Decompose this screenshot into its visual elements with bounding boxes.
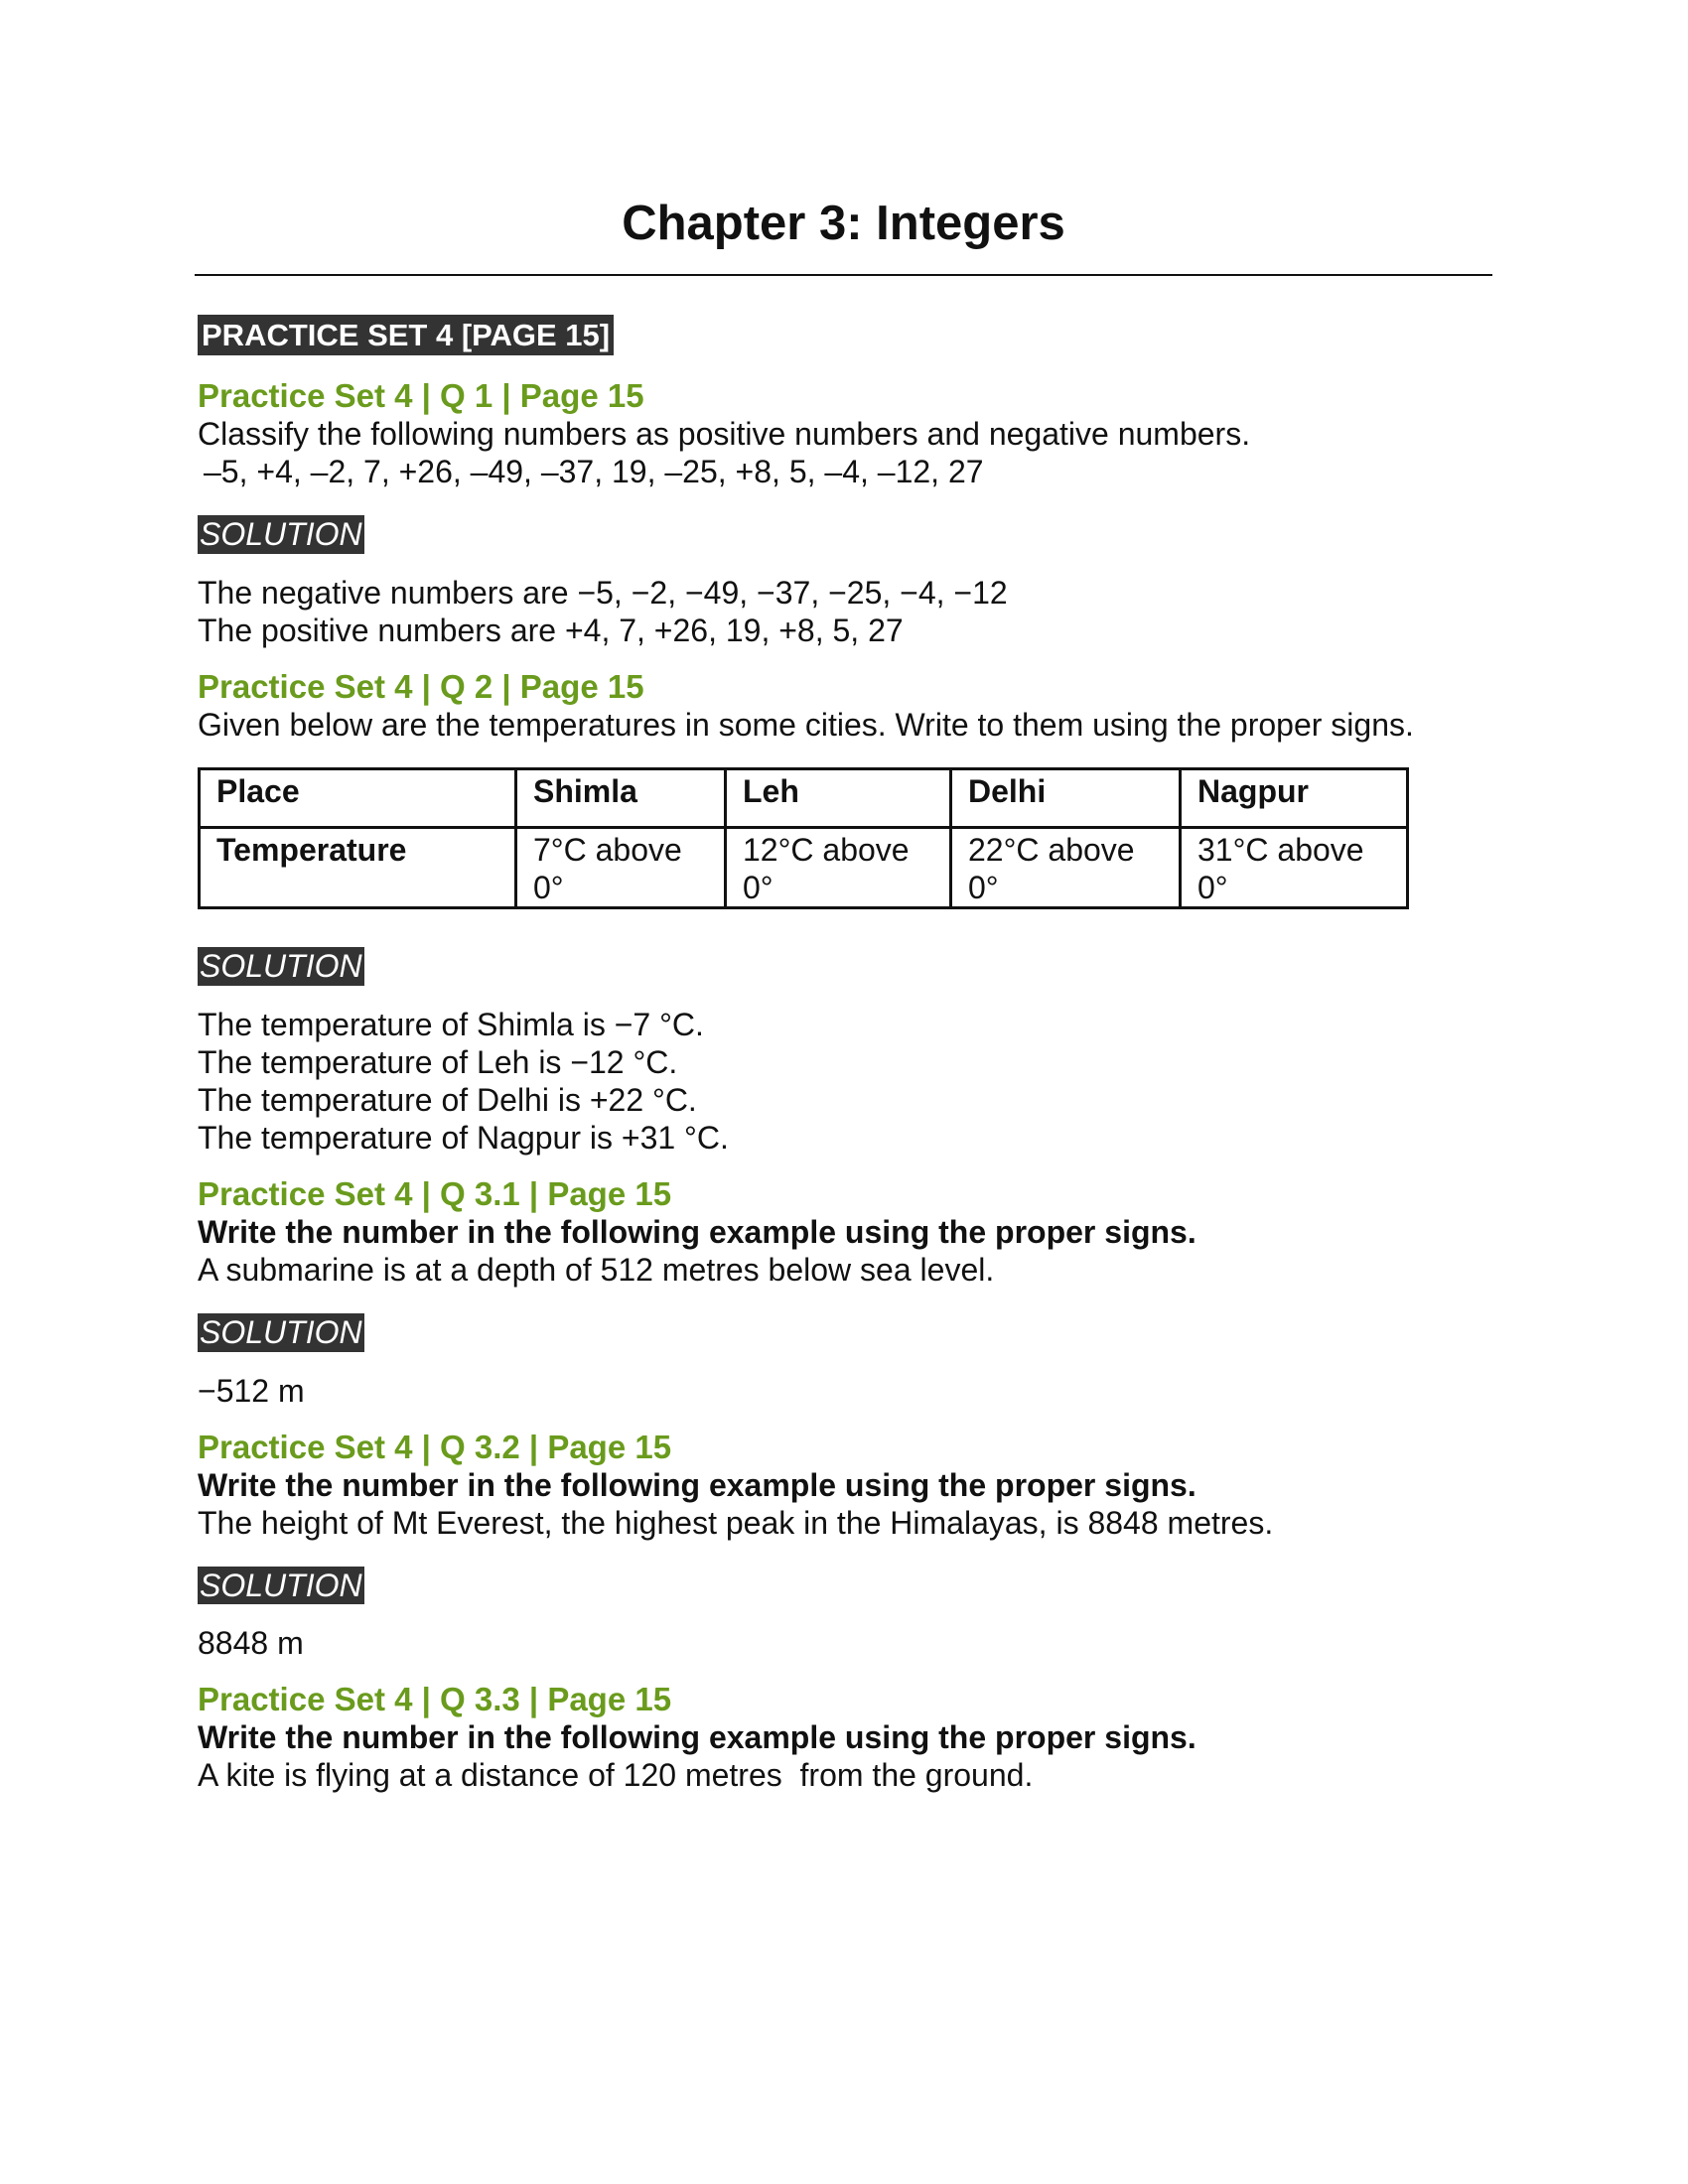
question-heading: Practice Set 4 | Q 1 | Page 15 [198,377,644,415]
question-numbers: –5, +4, –2, 7, +26, –49, –37, 19, –25, +8, 5, –4, –12, 27 [204,454,984,490]
temperature-table [198,767,1409,909]
table-row [200,827,1408,907]
table-header-cell: Delhi [951,768,1181,827]
solution-line: The temperature of Shimla is −7 °C. [198,1006,704,1042]
practice-set-header: PRACTICE SET 4 [PAGE 15] [198,315,614,355]
solution-line: The negative numbers are −5, −2, −49, −37, −25, −4, −12 [198,574,1008,611]
question-3-3 [198,1680,1508,1794]
solution-line: The temperature of Leh is −12 °C. [198,1043,678,1080]
question-text: Classify the following numbers as positive numbers and negative numbers. [198,416,1251,453]
question-1 [198,376,1508,490]
table-header-cell: Shimla [516,768,726,827]
question-3-2 [198,1428,1508,1542]
solution-3-2 [198,1567,1508,1663]
question-2 [198,667,1508,909]
question-instruction: Write the number in the following example using the proper signs. [198,1466,1196,1503]
solution-label: SOLUTION [200,1567,362,1603]
question-heading: Practice Set 4 | Q 3.1 | Page 15 [198,1174,672,1212]
question-text: A kite is flying at a distance of 120 metres from the ground. [198,1757,1034,1794]
question-text: Given below are the temperatures in some cities. Write to them using the proper signs. [198,706,1414,743]
solution-line: 8848 m [198,1625,304,1662]
question-heading: Practice Set 4 | Q 2 | Page 15 [198,667,644,705]
solution-line: The positive numbers are +4, 7, +26, 19, +8, 5, 27 [198,612,904,648]
question-text: The height of Mt Everest, the highest peak in the Himalayas, is 8848 metres. [198,1504,1274,1541]
table-header-cell: Place [200,768,516,827]
solution-label: SOLUTION [200,1313,362,1350]
solution-2 [198,947,1508,1157]
page-content [198,315,1508,1794]
table-cell: 7°C above 0° [516,827,726,907]
table-cell: 12°C above 0° [726,827,951,907]
title-divider [195,274,1492,276]
table-cell: 22°C above 0° [951,827,1181,907]
table-header-cell: Nagpur [1181,768,1408,827]
question-heading: Practice Set 4 | Q 3.2 | Page 15 [198,1428,672,1465]
question-text: A submarine is at a depth of 512 metres below sea level. [198,1251,995,1288]
table-cell: 31°C above 0° [1181,827,1408,907]
table-header-cell: Leh [726,768,951,827]
question-instruction: Write the number in the following example using the proper signs. [198,1719,1196,1756]
page-title: Chapter 3: Integers [622,197,1065,250]
solution-label: SOLUTION [200,516,362,553]
solution-line: −512 m [198,1372,305,1409]
solution-line: The temperature of Nagpur is +31 °C. [198,1119,729,1156]
question-instruction: Write the number in the following example using the proper signs. [198,1213,1196,1250]
question-3-1 [198,1174,1508,1289]
question-heading: Practice Set 4 | Q 3.3 | Page 15 [198,1681,672,1718]
table-row-label: Temperature [200,827,516,907]
solution-label: SOLUTION [200,947,362,984]
solution-3-1 [198,1313,1508,1410]
solution-1 [198,515,1508,649]
solution-line: The temperature of Delhi is +22 °C. [198,1081,697,1118]
table-row [200,768,1408,827]
